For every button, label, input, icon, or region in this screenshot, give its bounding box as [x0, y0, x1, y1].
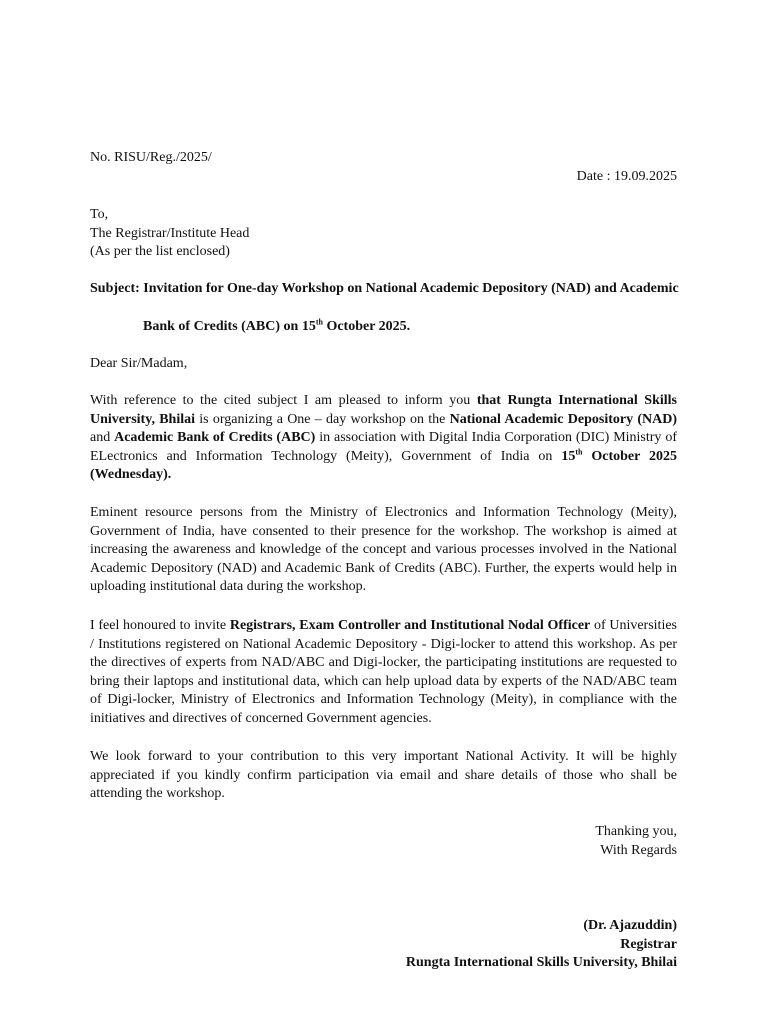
- recipient-line-2: (As per the list enclosed): [90, 244, 230, 260]
- subject-text-post: October 2025.: [322, 319, 411, 334]
- para1-date-rest: October 2025 (Wednesday).: [90, 448, 678, 483]
- para1-abc: Academic Bank of Credits (ABC): [114, 430, 316, 446]
- signatory-organization: Rungta International Skills University, Bhilai: [405, 955, 677, 971]
- subject-line-2: [143, 318, 677, 337]
- para3-text-1: I feel honoured to invite: [90, 618, 230, 633]
- closing-line-2: With Regards: [600, 842, 677, 858]
- para1-date-day: 15: [561, 448, 576, 464]
- closing-line-1: Thanking you,: [595, 824, 677, 839]
- greeting: Dear Sir/Madam,: [90, 356, 188, 371]
- subject-line-1: Subject: Invitation for One-day Workshop on National Academic Depository (NAD) and Academic: [90, 281, 679, 296]
- recipient-salutation: To,: [90, 207, 109, 222]
- signature-block: [90, 917, 677, 973]
- subject-text-pre: Bank of Credits (ABC) on 15: [143, 319, 316, 334]
- paragraph-4: We look forward to your contribution to this very important National Activity. It will be highly appreciated if you kindly confirm participation via email and share details of those who shall be attending the workshop.: [90, 749, 677, 802]
- reference-number: No. RISU/Reg./2025/: [90, 150, 212, 165]
- para1-text-2: is organizing a One – day workshop on the: [195, 411, 450, 427]
- signatory-name: (Dr. Ajazuddin): [583, 918, 677, 933]
- para3-invitees: Registrars, Exam Controller and Institutional Nodal Officer: [229, 618, 591, 633]
- para1-date-ordinal: th: [575, 447, 583, 457]
- letter-date: Date : 19.09.2025: [576, 169, 677, 184]
- paragraph-3: [90, 617, 677, 729]
- signatory-designation: Registrar: [620, 936, 677, 952]
- para1-text-4: in association with Digital India Corporation (DIC) Ministry of ELectronics and Information Technology (Meity), Government of India on: [90, 430, 677, 464]
- recipient-address: [90, 206, 677, 262]
- para3-text-2: of Universities / Institutions registered on National Academic Depository - Digi-locker to attend this workshop. As per the directives of experts from NAD/ABC and Digi-locker, the participating institutions are requested to bring their laptops and institutional data, which can help upload data by experts of the NAD/ABC team of Digi-locker, Ministry of Electronics and Information Technology (Meity), in compliance with the initiatives and directives of concerned Government agencies.: [90, 618, 677, 726]
- para1-nad: National Academic Depository (NAD): [449, 411, 678, 427]
- paragraph-1: [90, 392, 677, 485]
- paragraph-2: Eminent resource persons from the Ministry of Electronics and Information Technology (Meity), Government of India, have consented to their presence for the workshop. The workshop is aimed at increasing the awareness and knowledge of the concept and various processes involved in the National Academic Depository (NAD) and Academic Bank of Credits (ABC). Further, the experts would help in uploading institutional data during the workshop.: [90, 505, 677, 595]
- recipient-line-1: The Registrar/Institute Head: [90, 225, 250, 241]
- closing: [90, 823, 677, 860]
- subject-ordinal: th: [315, 317, 323, 327]
- para1-text-3: and: [90, 430, 115, 446]
- para1-university-name: that Rungta International Skills University, Bhilai: [90, 393, 677, 427]
- para1-text-1: With reference to the cited subject I am pleased to inform you: [90, 393, 477, 408]
